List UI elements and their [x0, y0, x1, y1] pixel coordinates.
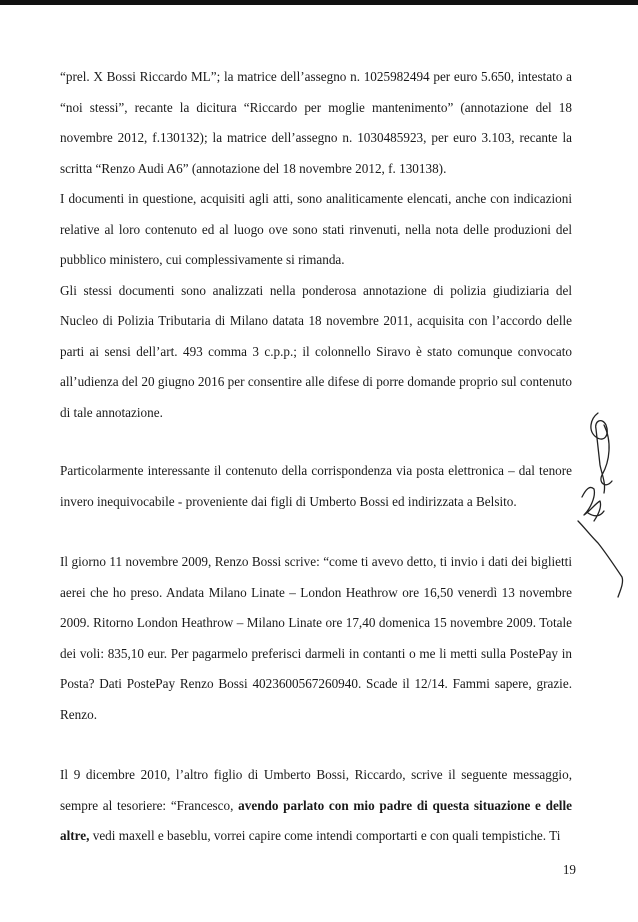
handwritten-signature — [560, 405, 630, 605]
paragraph-spacer — [60, 428, 572, 456]
message-text-end: vedi maxell e baseblu, vorrei capire come intendi comportarti e con quali tempistiche. Ti — [89, 828, 561, 843]
message-text-start: Il 9 dicembre 2010, l’altro figlio di Umberto Bossi, Riccardo, scrive il seguente messaggio, sempre al tesoriere: “Francesco, — [60, 767, 572, 813]
paragraph-spacer — [60, 517, 572, 547]
paragraph-documents-listed: I documenti in questione, acquisiti agli atti, sono analiticamente elencati, anche con indicazioni relative al loro contenuto ed al luogo ove sono stati rinvenuti, nella nota delle produzioni del pubblico ministero, cui complessivamente si rimanda. — [60, 191, 572, 267]
message-bold-text: avendo parlato con mio padre di questa situazione e delle altre, — [60, 797, 572, 843]
paragraph-email-intro: Particolarmente interessante il contenuto della corrispondenza via posta elettronica – dal tenore invero inequivocabile - proveniente dai figli di Umberto Bossi ed indirizzata a Belsito. — [60, 463, 572, 509]
paragraph-riccardo-message — [60, 760, 572, 852]
top-border — [0, 0, 638, 5]
document-body — [60, 62, 572, 852]
paragraph-renzo-email: Il giorno 11 novembre 2009, Renzo Bossi scrive: “come ti avevo detto, ti invio i dati dei biglietti aerei che ho preso. Andata Milano Linate – London Heathrow ore 16,50 venerdì 13 novembre 2009. Ritorno London Heathrow – Milano Linate ore 17,40 domenica 15 novembre 2009. Totale dei voli: 835,10 eur. Per pagarmelo preferisci darmeli in contanti o me li metti sulla PostePay in Posta? Dati PostePay Renzo Bossi 4023600567260940. Scade il 12/14. Fammi sapere, grazie. Renzo. — [60, 554, 572, 722]
paragraph-spacer — [60, 730, 572, 760]
paragraph-police-annotation: Gli stessi documenti sono analizzati nella ponderosa annotazione di polizia giudiziaria del Nucleo di Polizia Tributaria di Milano datata 18 novembre 2011, acquisita con l’accordo delle parti ai sensi dell’art. 493 comma 3 c.p.p.; il colonnello Siravo è stato comunque convocato all’udienza del 20 giugno 2016 per consentire alle difese di porre domande proprio sul contenuto di tale annotazione. — [60, 282, 572, 420]
page-number: 19 — [562, 862, 576, 877]
paragraph-cheque-matrices: “prel. X Bossi Riccardo ML”; la matrice dell’assegno n. 1025982494 per euro 5.650, intestato a “noi stessi”, recante la dicitura “Riccardo per moglie mantenimento” (annotazione del 18 novembre 2012, f.130132); la matrice dell’assegno n. 1030485923, per euro 3.103, recante la scritta “Renzo Audi A6” (annotazione del 18 novembre 2012, f. 130138). — [60, 69, 572, 176]
